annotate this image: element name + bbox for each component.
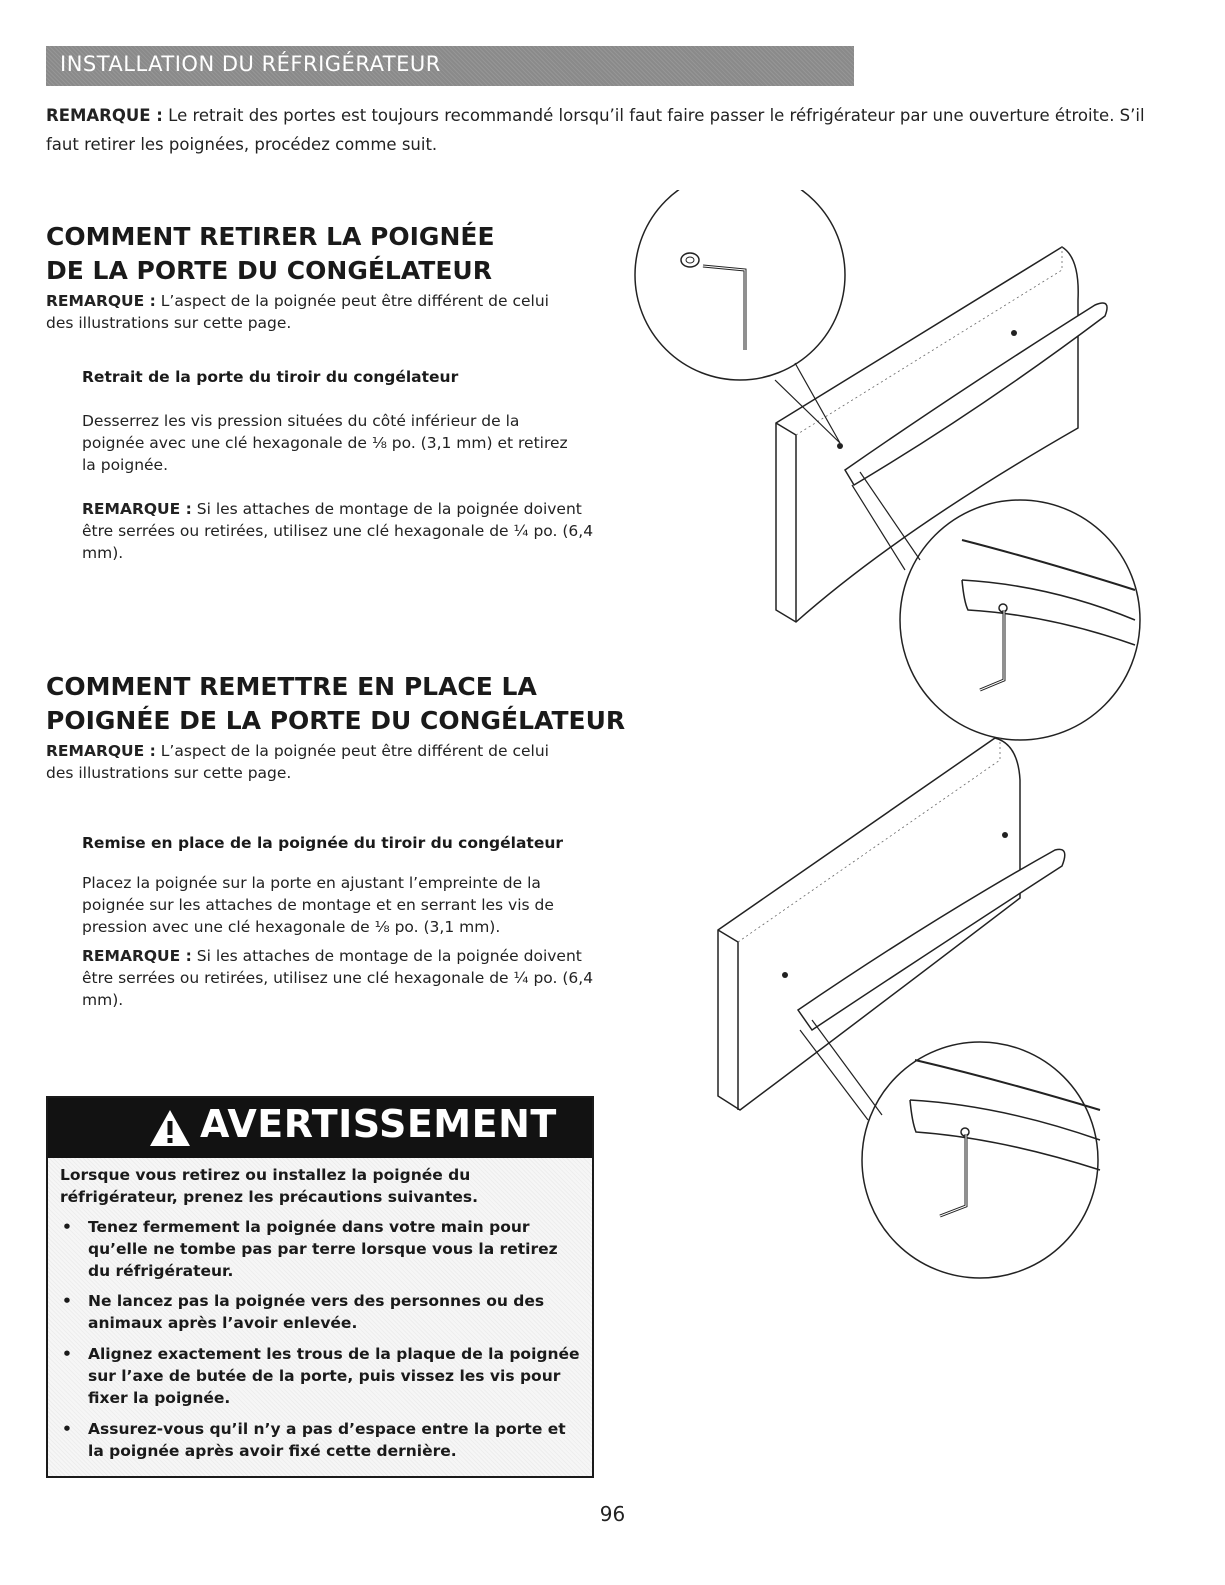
replace-note-label: REMARQUE : <box>46 742 156 760</box>
top-note <box>46 101 1166 159</box>
remove-subheading: Retrait de la porte du tiroir du congélateur <box>82 368 459 386</box>
replace-note <box>46 740 576 784</box>
warning-box <box>46 1096 594 1478</box>
handle-replacement-illustration <box>700 720 1200 1290</box>
replace-note-text: L’aspect de la poignée peut être différent de celui des illustrations sur cette page. <box>46 742 549 782</box>
bullet-dot: • <box>62 1292 72 1310</box>
replace-subheading: Remise en place de la poignée du tiroir du congélateur <box>82 834 564 852</box>
warning-bullet-text: Assurez-vous qu’il n’y a pas d’espace entre la porte et la poignée après avoir fixé cette dernière. <box>88 1420 566 1460</box>
warning-bullet <box>60 1216 585 1282</box>
warning-bullet <box>60 1290 585 1334</box>
replace-title-line1: COMMENT REMETTRE EN PLACE LA <box>46 672 537 701</box>
remove-note-label: REMARQUE : <box>46 292 156 310</box>
page-number: 96 <box>599 1502 626 1526</box>
remove-note2 <box>82 498 612 564</box>
replace-title-line2: POIGNÉE DE LA PORTE DU CONGÉLATEUR <box>46 706 626 735</box>
replace-note2-label: REMARQUE : <box>82 947 192 965</box>
section-banner <box>46 46 854 86</box>
remove-title-line2: DE LA PORTE DU CONGÉLATEUR <box>46 256 492 285</box>
warning-triangle-icon <box>148 1108 192 1148</box>
bullet-dot: • <box>62 1218 72 1236</box>
replace-note2 <box>82 945 612 1011</box>
warning-bullet-text: Ne lancez pas la poignée vers des personnes ou des animaux après l’avoir enlevée. <box>88 1292 545 1332</box>
remove-title <box>46 220 626 288</box>
replace-title <box>46 670 626 738</box>
remove-instructions: Desserrez les vis pression situées du côté inférieur de la poignée avec une clé hexagonale de ⅛ po. (3,1 mm) et retirez la poignée. <box>82 412 568 474</box>
remove-note2-label: REMARQUE : <box>82 500 192 518</box>
replace-instructions: Placez la poignée sur la porte en ajustant l’empreinte de la poignée sur les attaches de montage et en serrant les vis de pression avec une clé hexagonale de ⅛ po. (3,1 mm). <box>82 874 554 936</box>
remove-note <box>46 290 566 334</box>
bullet-dot: • <box>62 1345 72 1363</box>
handle-removal-illustration <box>600 190 1200 770</box>
warning-bullet <box>60 1343 585 1409</box>
warning-bullet-text: Tenez fermement la poignée dans votre main pour qu’elle ne tombe pas par terre lorsque vous la retirez du réfrigérateur. <box>88 1218 558 1280</box>
warning-bullet-text: Alignez exactement les trous de la plaque de la poignée sur l’axe de butée de la porte, puis vissez les vis pour fixer la poignée. <box>88 1345 580 1407</box>
remove-note2-text: Si les attaches de montage de la poignée doivent être serrées ou retirées, utilisez une clé hexagonale de ¼ po. (6,4 mm). <box>82 500 594 562</box>
replace-note2-text: Si les attaches de montage de la poignée doivent être serrées ou retirées, utilisez une clé hexagonale de ¼ po. (6,4 mm). <box>82 947 594 1009</box>
top-note-label: REMARQUE : <box>46 106 163 125</box>
warning-title: AVERTISSEMENT <box>200 1102 557 1146</box>
bullet-dot: • <box>62 1420 72 1438</box>
remove-title-line1: COMMENT RETIRER LA POIGNÉE <box>46 222 495 251</box>
warning-bullet <box>60 1418 585 1462</box>
remove-note-text: L’aspect de la poignée peut être différent de celui des illustrations sur cette page. <box>46 292 549 332</box>
top-note-text: Le retrait des portes est toujours recommandé lorsqu’il faut faire passer le réfrigérateur par une ouverture étroite. S’il faut retirer les poignées, procédez comme suit. <box>46 106 1145 154</box>
warning-header <box>48 1098 592 1158</box>
banner-title: INSTALLATION DU RÉFRIGÉRATEUR <box>60 52 441 76</box>
warning-intro: Lorsque vous retirez ou installez la poignée du réfrigérateur, prenez les précautions suivantes. <box>60 1166 479 1206</box>
